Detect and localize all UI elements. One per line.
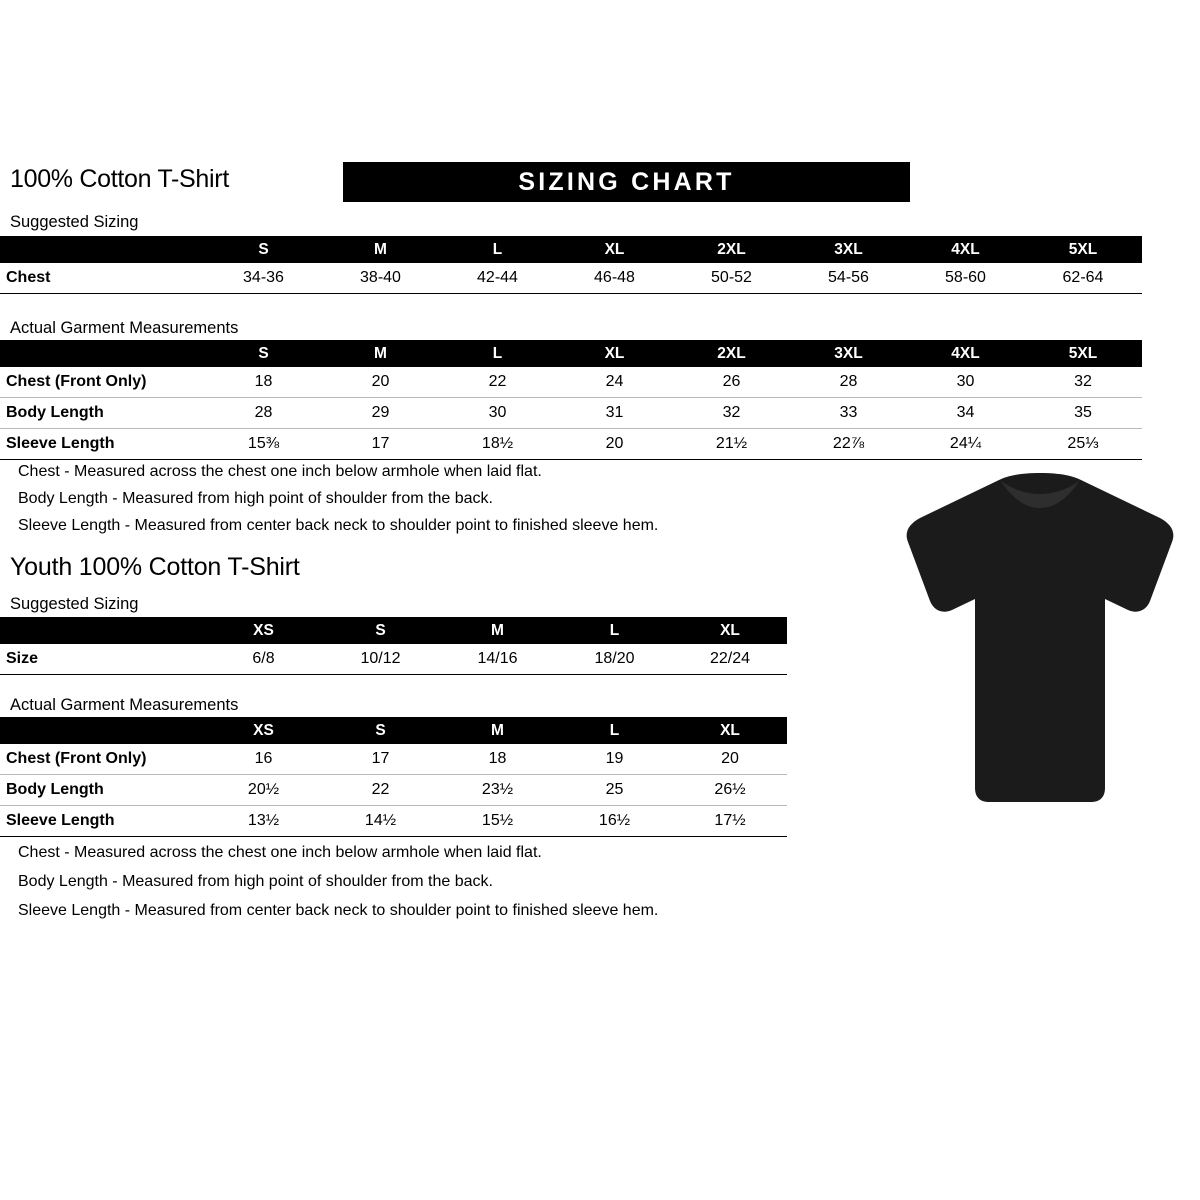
col-header: S	[322, 717, 439, 744]
col-header: M	[322, 340, 439, 367]
youth-note-chest: Chest - Measured across the chest one inch below armhole when laid flat.	[18, 844, 542, 861]
cell: 28	[205, 398, 322, 429]
table-row	[0, 398, 1142, 429]
cell: 23½	[439, 775, 556, 806]
table-header-row	[0, 617, 787, 644]
col-header: XL	[556, 340, 673, 367]
col-header: 3XL	[790, 236, 907, 263]
cell: 34-36	[205, 263, 322, 294]
col-header	[0, 236, 205, 263]
youth-note-sleeve-length: Sleeve Length - Measured from center back neck to shoulder point to finished sleeve hem.	[18, 902, 659, 919]
row-label: Sleeve Length	[0, 429, 205, 460]
adult-note-body-length: Body Length - Measured from high point of shoulder from the back.	[18, 490, 493, 507]
col-header: L	[556, 617, 673, 644]
col-header: S	[205, 340, 322, 367]
cell: 18/20	[556, 644, 673, 675]
cell: 62-64	[1024, 263, 1142, 294]
col-header: XL	[556, 236, 673, 263]
cell: 10/12	[322, 644, 439, 675]
cell: 25	[556, 775, 673, 806]
table-header-row	[0, 717, 787, 744]
col-header: M	[439, 717, 556, 744]
cell: 22/24	[673, 644, 787, 675]
cell: 22⅞	[790, 429, 907, 460]
table-header-row	[0, 340, 1142, 367]
cell: 15⅜	[205, 429, 322, 460]
cell: 35	[1024, 398, 1142, 429]
col-header: M	[439, 617, 556, 644]
cell: 18½	[439, 429, 556, 460]
youth-suggested-sizing-label: Suggested Sizing	[10, 595, 139, 613]
cell: 26	[673, 367, 790, 398]
cell: 13½	[205, 806, 322, 837]
cell: 22	[322, 775, 439, 806]
row-label: Body Length	[0, 775, 205, 806]
youth-garment-measurements-label: Actual Garment Measurements	[10, 696, 239, 714]
col-header: L	[439, 236, 556, 263]
cell: 24¼	[907, 429, 1024, 460]
adult-note-sleeve-length: Sleeve Length - Measured from center back neck to shoulder point to finished sleeve hem.	[18, 517, 659, 534]
col-header: S	[322, 617, 439, 644]
row-label: Chest	[0, 263, 205, 294]
cell: 34	[907, 398, 1024, 429]
chart-header	[10, 162, 900, 202]
adult-garment-measurements-table	[0, 340, 1142, 460]
cell: 18	[205, 367, 322, 398]
cell: 16½	[556, 806, 673, 837]
col-header: XL	[673, 717, 787, 744]
cell: 15½	[439, 806, 556, 837]
cell: 58-60	[907, 263, 1024, 294]
adult-garment-measurements-label: Actual Garment Measurements	[10, 319, 239, 337]
cell: 29	[322, 398, 439, 429]
table-row	[0, 744, 787, 775]
col-header: 2XL	[673, 236, 790, 263]
col-header: 3XL	[790, 340, 907, 367]
cell: 17½	[673, 806, 787, 837]
cell: 21½	[673, 429, 790, 460]
sizing-chart-banner-label: SIZING CHART	[518, 168, 735, 196]
cell: 31	[556, 398, 673, 429]
col-header: XS	[205, 717, 322, 744]
col-header: 5XL	[1024, 236, 1142, 263]
row-label: Size	[0, 644, 205, 675]
t-shirt-svg	[895, 470, 1185, 810]
cell: 32	[673, 398, 790, 429]
cell: 33	[790, 398, 907, 429]
col-header: 5XL	[1024, 340, 1142, 367]
col-header: S	[205, 236, 322, 263]
col-header	[0, 617, 205, 644]
cell: 20	[673, 744, 787, 775]
row-label: Chest (Front Only)	[0, 367, 205, 398]
row-label: Chest (Front Only)	[0, 744, 205, 775]
cell: 46-48	[556, 263, 673, 294]
table-row	[0, 644, 787, 675]
col-header: L	[556, 717, 673, 744]
table-row	[0, 775, 787, 806]
cell: 16	[205, 744, 322, 775]
cell: 17	[322, 429, 439, 460]
cell: 26½	[673, 775, 787, 806]
cell: 20	[556, 429, 673, 460]
row-label: Body Length	[0, 398, 205, 429]
cell: 6/8	[205, 644, 322, 675]
col-header: 2XL	[673, 340, 790, 367]
cell: 30	[439, 398, 556, 429]
youth-garment-measurements-table	[0, 717, 787, 837]
cell: 25⅓	[1024, 429, 1142, 460]
cell: 14/16	[439, 644, 556, 675]
col-header: XS	[205, 617, 322, 644]
table-header-row	[0, 236, 1142, 263]
col-header: L	[439, 340, 556, 367]
youth-suggested-sizing-table	[0, 617, 787, 675]
cell: 54-56	[790, 263, 907, 294]
cell: 20½	[205, 775, 322, 806]
cell: 28	[790, 367, 907, 398]
col-header	[0, 340, 205, 367]
cell: 14½	[322, 806, 439, 837]
table-row	[0, 367, 1142, 398]
cell: 42-44	[439, 263, 556, 294]
table-row	[0, 806, 787, 837]
col-header: 4XL	[907, 236, 1024, 263]
cell: 20	[322, 367, 439, 398]
table-row	[0, 429, 1142, 460]
cell: 30	[907, 367, 1024, 398]
cell: 18	[439, 744, 556, 775]
page-title: 100% Cotton T-Shirt	[10, 165, 229, 193]
adult-suggested-sizing-label: Suggested Sizing	[10, 213, 139, 231]
cell: 17	[322, 744, 439, 775]
cell: 24	[556, 367, 673, 398]
sizing-chart-banner	[343, 162, 910, 202]
cell: 22	[439, 367, 556, 398]
table-row	[0, 263, 1142, 294]
youth-section-title: Youth 100% Cotton T-Shirt	[10, 553, 300, 581]
cell: 32	[1024, 367, 1142, 398]
col-header: M	[322, 236, 439, 263]
t-shirt-illustration	[895, 470, 1185, 810]
col-header: 4XL	[907, 340, 1024, 367]
adult-suggested-sizing-table	[0, 236, 1142, 294]
col-header: XL	[673, 617, 787, 644]
youth-note-body-length: Body Length - Measured from high point of shoulder from the back.	[18, 873, 493, 890]
col-header	[0, 717, 205, 744]
adult-note-chest: Chest - Measured across the chest one inch below armhole when laid flat.	[18, 463, 542, 480]
cell: 50-52	[673, 263, 790, 294]
cell: 38-40	[322, 263, 439, 294]
cell: 19	[556, 744, 673, 775]
row-label: Sleeve Length	[0, 806, 205, 837]
